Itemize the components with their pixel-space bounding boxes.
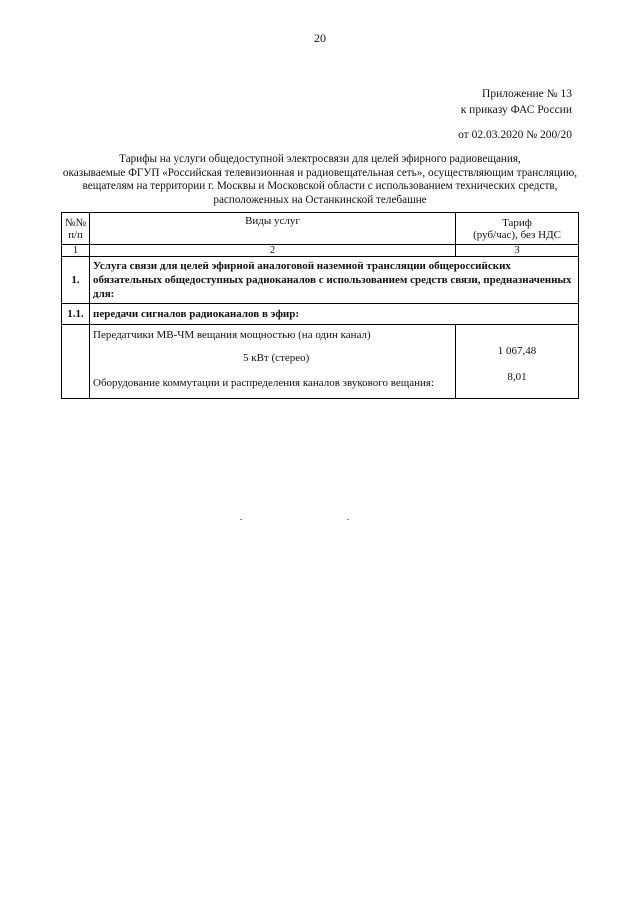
header-service-cell: Виды услуг xyxy=(90,213,456,245)
appendix-number: Приложение № 13 xyxy=(482,88,572,100)
tariff-table xyxy=(61,212,579,399)
column-number-row xyxy=(62,245,579,257)
document-title xyxy=(60,153,580,207)
title-line-4: расположенных на Останкинской телебашне xyxy=(213,193,427,206)
title-line-3: вещателям на территории г. Москвы и Московской области с использованием технических средств, xyxy=(82,180,558,193)
section-1-1-number: 1.1. xyxy=(62,304,90,325)
appendix-order: к приказу ФАС России xyxy=(460,104,572,116)
transmitter-tariff-cell xyxy=(456,325,579,399)
page-number: 20 xyxy=(314,31,326,45)
header-tariff-line2: (руб/час), без НДС xyxy=(473,228,561,241)
section-1-number: 1. xyxy=(62,257,90,304)
scan-speck xyxy=(347,519,349,520)
section-1-text: Услуга связи для целей эфирной аналоговой наземной трансляции общероссийских обязательных общедоступных радиоканалов с использованием средств связи, предназначенных для: xyxy=(90,257,579,304)
table-header-row xyxy=(62,213,579,245)
equipment-description: Оборудование коммутации и распределения каналов звукового вещания: xyxy=(93,377,434,389)
column-number-3: 3 xyxy=(456,245,579,257)
transmitter-power: 5 кВт (стерео) xyxy=(243,352,310,364)
section-1-1-text: передачи сигналов радиоканалов в эфир: xyxy=(90,304,579,325)
transmitter-tariff-value: 1 067,48 xyxy=(497,345,537,357)
header-tariff-line1: Тариф xyxy=(502,216,532,229)
transmitter-row xyxy=(62,325,579,399)
transmitters-heading: Передатчики МВ-ЧМ вещания мощностью (на один канал) xyxy=(93,329,371,341)
transmitter-description-cell xyxy=(90,325,456,399)
title-line-2: оказываемые ФГУП «Российская телевизионная и радиовещательная сеть», осуществляющим трансляцию, xyxy=(62,166,578,179)
header-number-cell xyxy=(62,213,90,245)
transmitter-number-cell xyxy=(62,325,90,399)
column-number-2: 2 xyxy=(90,245,456,257)
header-number-line2: п/п xyxy=(68,228,83,241)
section-1-row xyxy=(62,257,579,304)
section-1-1-row xyxy=(62,304,579,325)
equipment-tariff-value: 8,01 xyxy=(507,371,527,383)
column-number-1: 1 xyxy=(62,245,90,257)
header-number-line1: №№ xyxy=(65,216,86,229)
title-line-1: Тарифы на услуги общедоступной электросвязи для целей эфирного радиовещания, xyxy=(119,153,521,165)
scan-speck xyxy=(240,519,242,520)
appendix-date: от 02.03.2020 № 200/20 xyxy=(458,129,572,141)
header-tariff-cell xyxy=(456,213,579,245)
appendix-reference xyxy=(458,86,572,143)
